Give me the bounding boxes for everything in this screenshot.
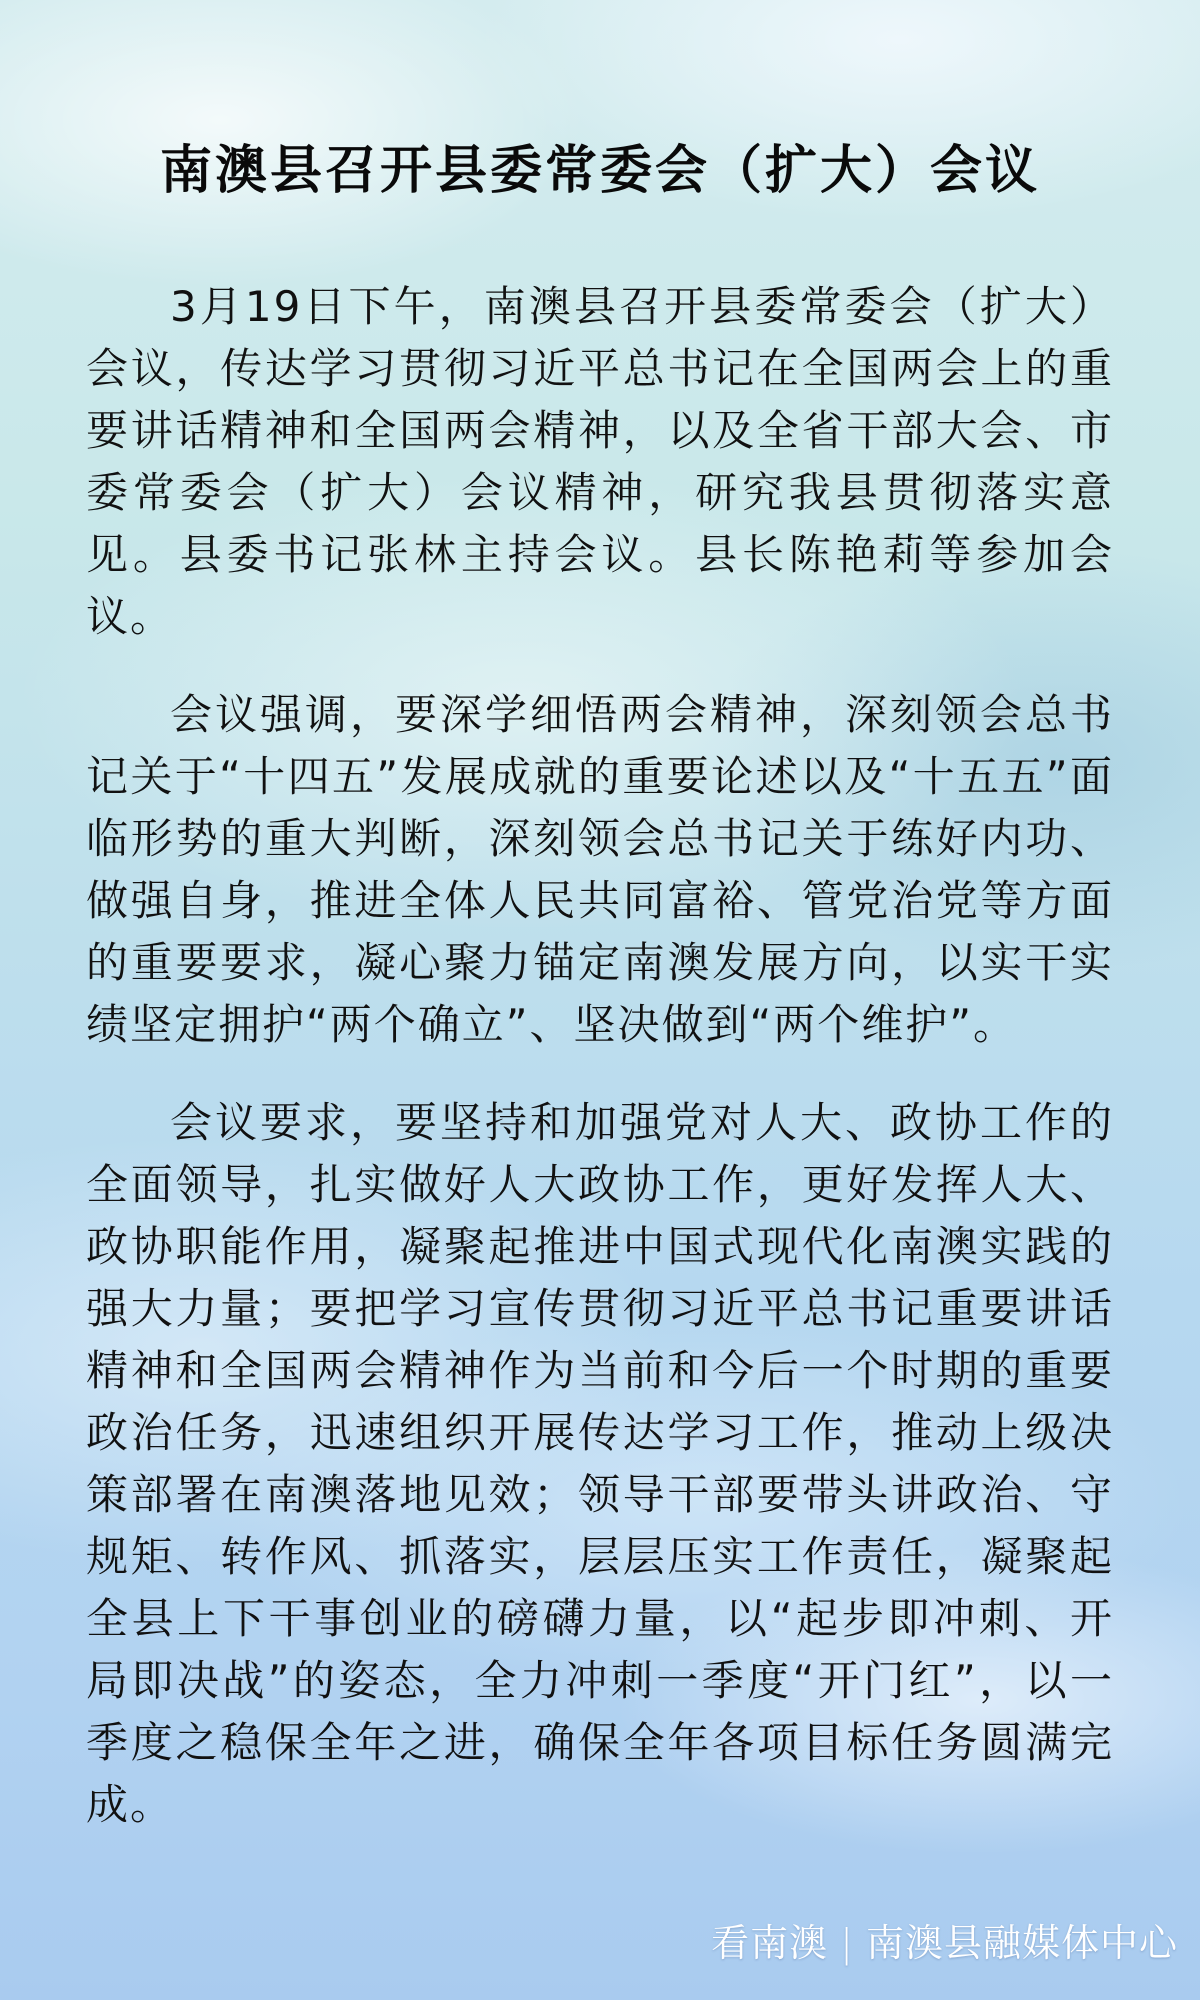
footer-separator: | [840,1921,854,1965]
article-title: 南澳县召开县委常委会（扩大）会议 [159,141,1040,201]
article-paragraph-3: 会议要求，要坚持和加强党对人大、政协工作的全面领导，扎实做好人大政协工作，更好发挥人大、政协职能作用，凝聚起推进中国式现代化南澳实践的强大力量；要把学习宣传贯彻习近平总书记重要讲话精神和全国两会精神作为当前和今后一个时期的重要政治任务，迅速组织开展传达学习工作，推动上级决策部署在南澳落地见效；领导干部要带头讲政治、守规矩、转作风、抓落实，层层压实工作责任，凝聚起全县上下干事创业的磅礴力量，以“起步即冲刺、开局即决战”的姿态，全力冲刺一季度“开门红”，以一季度之稳保全年之进，确保全年各项目标任务圆满完成。 [86,1098,1114,1829]
article-paragraph-1: 3月19日下午，南澳县召开县委常委会（扩大）会议，传达学习贯彻习近平总书记在全国两会上的重要讲话精神和全国两会精神，以及全省干部大会、市委常委会（扩大）会议精神，研究我县贯彻落实意见。县委书记张林主持会议。县长陈艳莉等参加会议。 [86,282,1114,641]
source-footer [711,1912,1178,1967]
article-paragraph-2: 会议强调，要深学细悟两会精神，深刻领会总书记关于“十四五”发展成就的重要论述以及“十五五”面临形势的重大判断，深刻领会总书记关于练好内功、做强自身，推进全体人民共同富裕、管党治党等方面的重要要求，凝心聚力锚定南澳发展方向，以实干实绩坚定拥护“两个确立”、坚决做到“两个维护”。 [86,690,1114,1049]
article-body [86,276,1114,1872]
footer-source-name: 看南澳 [711,1921,829,1965]
footer-publisher: 南澳县融媒体中心 [865,1921,1178,1965]
